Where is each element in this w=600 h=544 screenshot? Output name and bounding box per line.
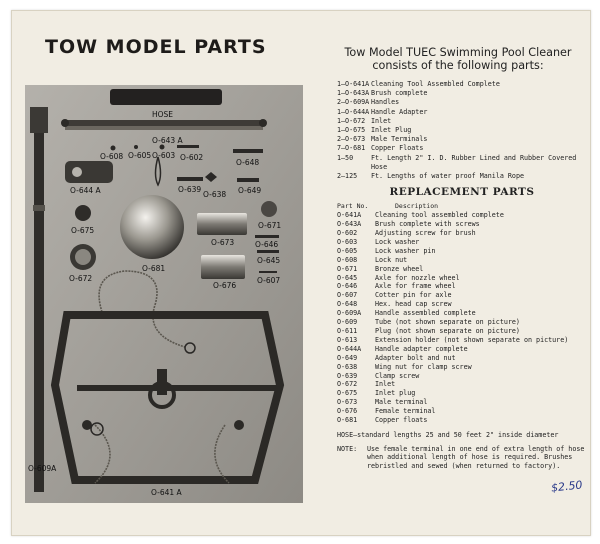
replacement-row [337, 211, 587, 220]
label-o-649: O-649 [238, 186, 262, 195]
replacement-row [337, 274, 587, 283]
note-text: Use female terminal in one end of extra length of hose when additional length of hose is required. Brushes rebristled and sewed (when returned to factory). [367, 444, 585, 470]
part-description: Inlet Plug [371, 126, 412, 135]
parts-list-row [337, 172, 587, 181]
part-description: Copper Floats [371, 144, 424, 153]
copper-float [120, 195, 184, 259]
label-o-644a: O-644 A [70, 186, 101, 195]
replacement-part-no: O-676 [337, 407, 358, 416]
label-o-671: O-671 [258, 221, 282, 230]
replacement-part-no: O-644A [337, 344, 362, 353]
replacement-part-no: O-646 [337, 282, 358, 291]
replacement-part-no: O-609 [337, 318, 358, 327]
replacement-description: Axle for frame wheel [375, 282, 456, 291]
replacement-description: Bronze wheel [375, 264, 424, 273]
replacement-row [337, 256, 587, 265]
part-quantity: 2—125 [337, 172, 358, 181]
replacement-row [337, 327, 587, 336]
part-description: Brush complete [371, 89, 428, 98]
replacement-parts-list [337, 211, 587, 425]
label-o-638: O-638 [203, 190, 227, 199]
part-quantity: 1—O-644A [337, 107, 370, 116]
replacement-part-no: O-649 [337, 353, 358, 362]
label-o-605: O-605 [128, 151, 152, 160]
label-o-681: O-681 [142, 264, 166, 273]
replacement-row [337, 229, 587, 238]
brush [65, 120, 263, 126]
replacement-row [337, 372, 587, 381]
replacement-description: Tube (not shown separate on picture) [375, 318, 520, 327]
handwritten-price: $2.50 [550, 478, 584, 495]
bronze-wheel [261, 201, 277, 217]
replacement-row [337, 416, 587, 425]
replacement-row [337, 309, 587, 318]
replacement-description: Lock washer pin [375, 246, 436, 255]
included-parts-list [337, 80, 587, 181]
label-o-639: O-639 [178, 185, 202, 194]
inlet-plug [75, 205, 91, 221]
replacement-part-no: O-681 [337, 416, 358, 425]
parts-list-row [337, 154, 587, 172]
replacement-part-no: O-673 [337, 398, 358, 407]
label-o-645: O-645 [257, 256, 281, 265]
parts-list-row [337, 108, 587, 117]
replacement-row [337, 345, 587, 354]
label-o-646: O-646 [255, 240, 279, 249]
replacement-row [337, 220, 587, 229]
replacement-row [337, 380, 587, 389]
replacement-part-no: O-613 [337, 335, 358, 344]
parts-list-row [337, 144, 587, 153]
parts-list-panel [337, 46, 587, 470]
replacement-row [337, 247, 587, 256]
replacement-description: Handle assembled complete [375, 309, 476, 318]
parts-list-row [337, 80, 587, 89]
replacement-part-no: O-648 [337, 300, 358, 309]
note [337, 445, 587, 471]
replacement-part-no: O-645 [337, 273, 358, 282]
label-o-676: O-676 [213, 281, 237, 290]
replacement-part-no: O-639 [337, 371, 358, 380]
replacement-description: Cotter pin for axle [375, 291, 452, 300]
replacement-description: Female terminal [375, 407, 436, 416]
label-o-675: O-675 [71, 226, 95, 235]
replacement-part-no: O-605 [337, 246, 358, 255]
parts-illustration [25, 85, 303, 503]
label-o-609a: O-609A [28, 464, 57, 473]
replacement-description: Adapter bolt and nut [375, 353, 456, 362]
replacement-part-no: O-672 [337, 380, 358, 389]
replacement-description: Brush complete with screws [375, 220, 480, 229]
replacement-description: Clamp screw [375, 371, 420, 380]
label-o-648: O-648 [236, 158, 260, 167]
replacement-description: Inlet [375, 380, 396, 389]
replacement-description: Male terminal [375, 398, 428, 407]
replacement-description: Lock washer [375, 237, 420, 246]
parts-list-row [337, 98, 587, 107]
replacement-part-no: O-638 [337, 362, 358, 371]
replacement-row [337, 389, 587, 398]
list-title: Tow Model TUEC Swimming Pool Cleaner [344, 46, 572, 59]
replacement-part-no: O-643A [337, 220, 362, 229]
parts-list-row [337, 135, 587, 144]
part-description: Handles [371, 98, 400, 107]
handle-tube [34, 107, 44, 492]
replacement-description: Handle adapter complete [375, 344, 468, 353]
part-quantity: 7—O-681 [337, 144, 366, 153]
replacement-description: Hex. head cap screw [375, 300, 452, 309]
replacement-description: Wing nut for clamp screw [375, 362, 472, 371]
label-o-607: O-607 [257, 276, 281, 285]
replacement-row [337, 282, 587, 291]
replacement-description: Lock nut [375, 255, 408, 264]
replacement-row [337, 398, 587, 407]
hose-note: HOSE—standard lengths 25 and 50 feet 2" inside diameter [337, 430, 559, 439]
label-o-602: O-602 [180, 153, 204, 162]
male-terminal [197, 213, 247, 235]
part-quantity: 2—O-609A [337, 98, 370, 107]
part-description: Ft. Length 2" I. D. Rubber Lined and Rubber Covered Hose [371, 153, 577, 171]
part-description: Cleaning Tool Assembled Complete [371, 80, 500, 88]
replacement-description: Inlet plug [375, 389, 416, 398]
replacement-part-no: O-608 [337, 255, 358, 264]
replacement-row [337, 300, 587, 309]
replacement-part-no: O-611 [337, 327, 358, 336]
replacement-row [337, 407, 587, 416]
replacement-part-no: O-609A [337, 309, 362, 318]
parts-list-row [337, 89, 587, 98]
part-quantity: 1—O-643A [337, 89, 370, 98]
label-o-672: O-672 [69, 274, 93, 283]
replacement-part-no: O-607 [337, 291, 358, 300]
part-quantity: 1—50 [337, 153, 354, 162]
replacement-description: Axle for nozzle wheel [375, 273, 460, 282]
list-subtitle: consists of the following parts: [372, 59, 544, 72]
col-description: Description [395, 202, 439, 211]
hose [110, 89, 222, 105]
note-key: NOTE: [337, 444, 358, 453]
replacement-description: Extension holder (not shown separate on picture) [375, 335, 569, 344]
label-o-641a: O-641 A [151, 488, 182, 497]
replacement-header [337, 201, 587, 211]
replacement-description: Adjusting screw for brush [375, 229, 476, 238]
label-hose: HOSE [152, 110, 174, 119]
replacement-part-no: O-603 [337, 237, 358, 246]
replacement-row [337, 363, 587, 372]
part-description: Handle Adapter [371, 107, 428, 116]
part-description: Male Terminals [371, 135, 428, 144]
replacement-row [337, 354, 587, 363]
part-description: Inlet [371, 116, 392, 125]
replacement-row [337, 265, 587, 274]
col-part-no: Part No. [337, 202, 369, 211]
replacement-row [337, 238, 587, 247]
label-o-608: O-608 [100, 152, 124, 161]
replacement-part-no: O-602 [337, 229, 358, 238]
label-o-643a: O-643 A [152, 136, 183, 145]
replacement-part-no: O-671 [337, 264, 358, 273]
replacement-title: REPLACEMENT PARTS [389, 186, 535, 199]
page-title: TOW MODEL PARTS [45, 36, 267, 58]
parts-list-row [337, 126, 587, 135]
part-quantity: 1—O-672 [337, 116, 366, 125]
replacement-row [337, 291, 587, 300]
female-terminal [201, 255, 245, 279]
replacement-description: Copper floats [375, 416, 428, 425]
label-o-603: O-603 [152, 151, 176, 160]
part-quantity: 2—O-673 [337, 135, 366, 144]
parts-list-row [337, 117, 587, 126]
label-o-673: O-673 [211, 238, 235, 247]
part-description: Ft. Lengths of water proof Manila Rope [371, 172, 524, 181]
replacement-description: Cleaning tool assembled complete [375, 211, 504, 220]
part-quantity: 1—O-641A [337, 80, 370, 88]
replacement-row [337, 318, 587, 327]
replacement-part-no: O-675 [337, 389, 358, 398]
part-quantity: 1—O-675 [337, 126, 366, 135]
replacement-row [337, 336, 587, 345]
replacement-part-no: O-641A [337, 211, 362, 220]
replacement-description: Plug (not shown separate on picture) [375, 327, 520, 336]
parts-photo [25, 85, 303, 503]
